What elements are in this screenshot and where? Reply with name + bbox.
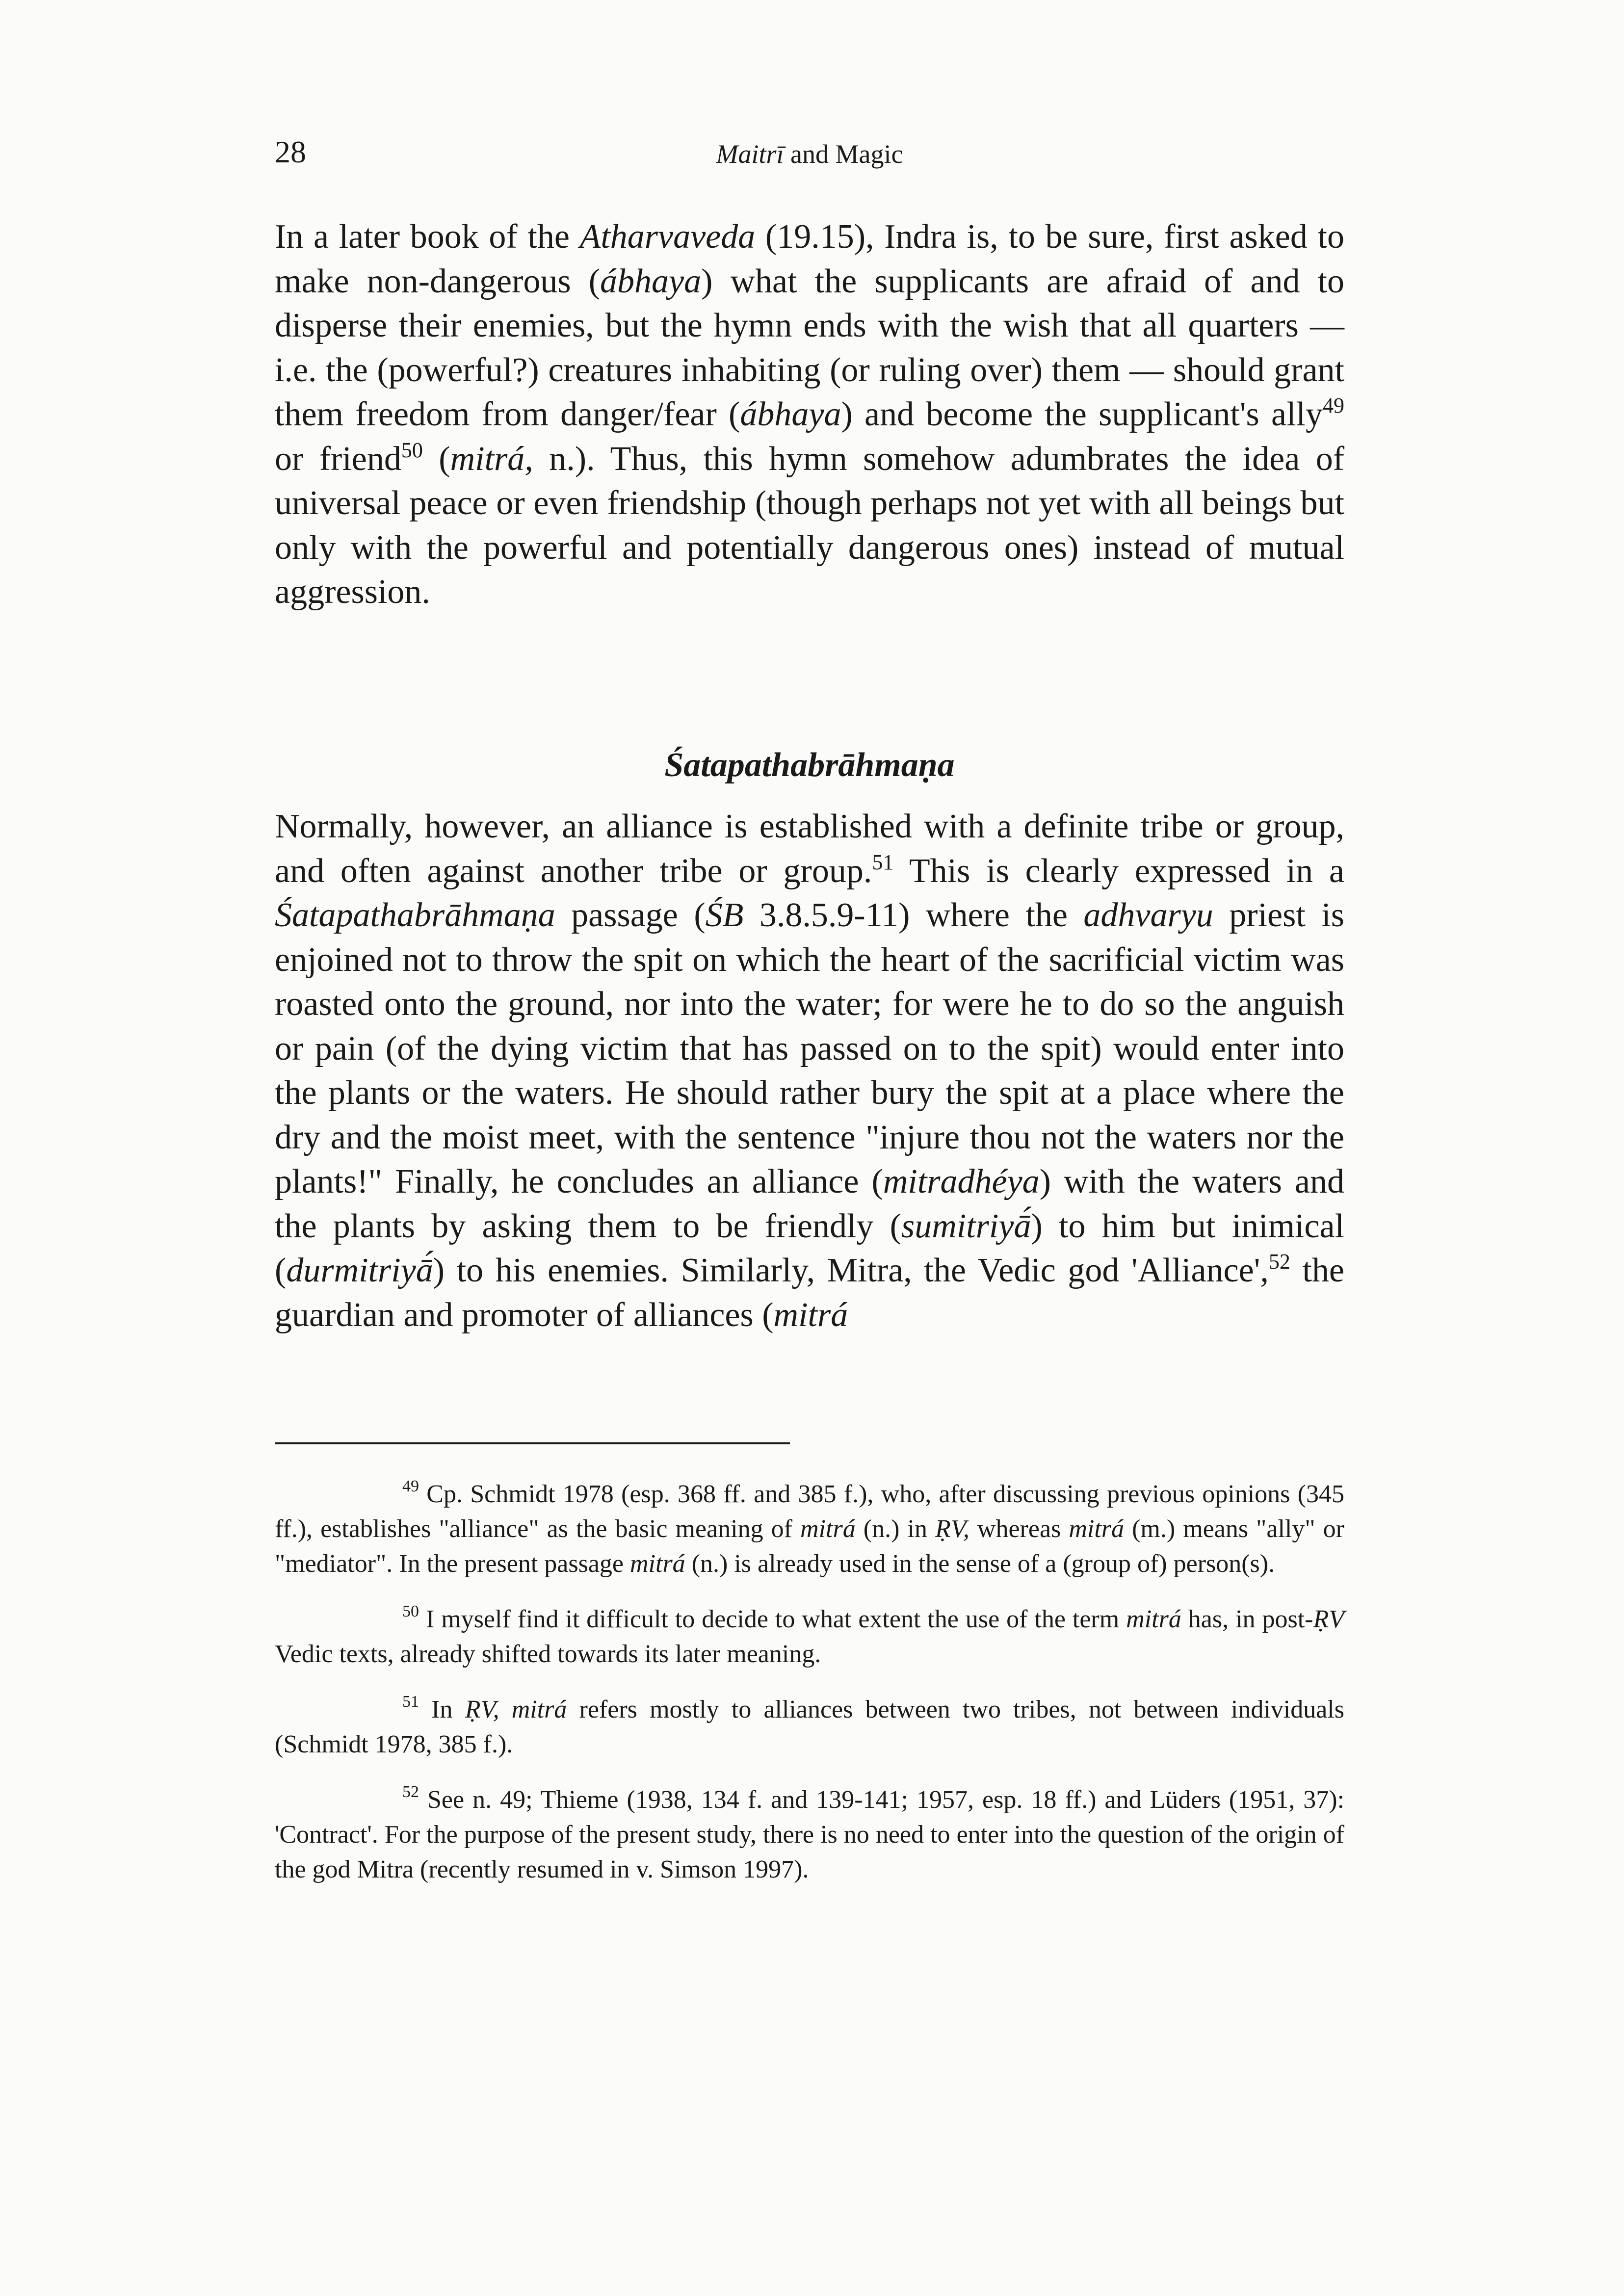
text-run: ) and become the supplicant's ally: [841, 395, 1323, 433]
text-run: (m.) means "ally" or "mediator". In the present passage: [275, 1515, 1344, 1578]
text-run: In a later book of the: [275, 218, 580, 256]
italic-term: ṚV,: [935, 1515, 969, 1543]
footnotes: [275, 1477, 1344, 1907]
page-header: [275, 132, 1344, 177]
footnote-number: 49: [402, 1477, 419, 1495]
text-run: passage (: [555, 896, 706, 934]
text-run: 3.8.5.9-11) where the: [743, 896, 1084, 934]
italic-term: mitrá: [773, 1296, 848, 1334]
paragraph-atharvaveda: [275, 215, 1344, 615]
text-run: Vedic texts, already shifted towards its later meaning.: [275, 1640, 821, 1668]
footnote-52: [275, 1782, 1344, 1887]
footnote-number: 50: [402, 1602, 419, 1620]
text-run: (n.) is already used in the sense of a (group of) person(s).: [685, 1550, 1275, 1578]
text-run: ) with the waters and the plants by asking them to be friendly (: [275, 1163, 1344, 1245]
italic-term: mitrá,: [450, 440, 533, 478]
italic-term: adhvaryu: [1083, 896, 1213, 934]
text-run: This is clearly expressed in a: [893, 852, 1344, 890]
text-run: whereas: [969, 1515, 1069, 1543]
footnote-separator: [275, 1442, 790, 1444]
italic-term: ṚV: [1313, 1605, 1345, 1633]
italic-term: mitrá: [1069, 1515, 1125, 1543]
footnote-number: 51: [402, 1693, 419, 1711]
italic-term: ábhaya: [740, 395, 841, 433]
text-run: (n.) in: [855, 1515, 936, 1543]
text-run: priest is enjoined not to throw the spit on which the heart of the sacrificial victim was roasted onto the ground, nor into the water; for were he to do so the anguish or pain (of the dying victim that has passed on to the spit) would enter into the plants or the waters. He should rather bury the spit at a place where the dry and the moist meet, with the sentence "injure thou not the waters nor the plants!" Finally, he concludes an alliance (: [275, 896, 1344, 1200]
text-run: or friend: [275, 440, 401, 478]
text-run: See n. 49; Thieme (1938, 134 f. and 139-141; 1957, esp. 18 ff.) and Lüders (1951, 37): 'Contract'. For the purpose of the present study, there is no need to enter into the question of the origin of the god Mitra (recently resumed in v. Simson 1997).: [275, 1786, 1344, 1883]
italic-term: mitrá: [800, 1515, 856, 1543]
italic-term: ṚV, mitrá: [465, 1696, 567, 1723]
text-run: has, in post-: [1181, 1605, 1313, 1633]
text-run: In: [419, 1696, 465, 1723]
footnote-number: 52: [402, 1783, 419, 1801]
footnote-50: [275, 1602, 1344, 1671]
text-run: (19.15), Indra is, to be sure, first asked to make non-dangerous (: [275, 218, 1344, 300]
text-run: ) what the supplicants are afraid of and to disperse their enemies, but the hymn ends with the wish that all quarters — i.e. the (powerful?) creatures inhabiting (or ruling over) them — should grant them freedom from danger/fear (: [275, 262, 1344, 433]
footnote-ref-50[interactable]: 50: [401, 438, 423, 462]
text-run: (: [422, 440, 450, 478]
footnote-ref-49[interactable]: 49: [1323, 393, 1344, 417]
running-title-rest: and Magic: [784, 139, 903, 169]
italic-term: ábhaya: [600, 262, 702, 300]
text-run: ) to him but inimical (: [275, 1207, 1344, 1289]
text-run: Normally, however, an alliance is established with a definite tribe or group, and often against another tribe or group.: [275, 808, 1344, 890]
page-number: 28: [275, 134, 306, 169]
text-run: I myself find it difficult to decide to what extent the use of the term: [419, 1605, 1126, 1633]
text-run: refers mostly to alliances between two tribes, not between individuals (Schmidt 1978, 385 f.).: [275, 1696, 1344, 1758]
italic-term: mitrá: [1126, 1605, 1181, 1633]
text-run: Cp. Schmidt 1978 (esp. 368 ff. and 385 f.), who, after discussing previous opinions (345 ff.), establishes "alliance" as the basic meaning of: [275, 1480, 1344, 1543]
running-title: [275, 134, 1344, 174]
text-run: ) to his enemies. Similarly, Mitra, the Vedic god 'Alliance',: [433, 1252, 1269, 1289]
italic-term: ŚB: [705, 896, 744, 934]
italic-term: durmitriyā́: [286, 1252, 433, 1289]
text-run: n.). Thus, this hymn somehow adumbrates the idea of universal peace or even friendship (though perhaps not yet with all beings but only with the powerful and potentially dangerous ones) instead of mutual aggression.: [275, 440, 1345, 611]
footnote-51: [275, 1692, 1344, 1762]
section-heading: Śatapathabrāhmaṇa: [664, 746, 955, 784]
italic-term: Śatapathabrāhmaṇa: [275, 896, 555, 934]
footnote-ref-52[interactable]: 52: [1268, 1250, 1290, 1274]
italic-term: Atharvaveda: [579, 218, 756, 256]
italic-term: sumitriyā́: [901, 1207, 1031, 1245]
footnote-49: [275, 1477, 1344, 1581]
italic-term: mitrá: [630, 1550, 685, 1578]
italic-term: mitradhéya: [883, 1163, 1040, 1200]
footnote-ref-51[interactable]: 51: [872, 850, 894, 874]
text-run: the guardian and promoter of alliances (: [275, 1252, 1344, 1334]
running-title-italic: Maitrī: [716, 139, 784, 169]
paragraph-satapatha: [275, 805, 1344, 1337]
